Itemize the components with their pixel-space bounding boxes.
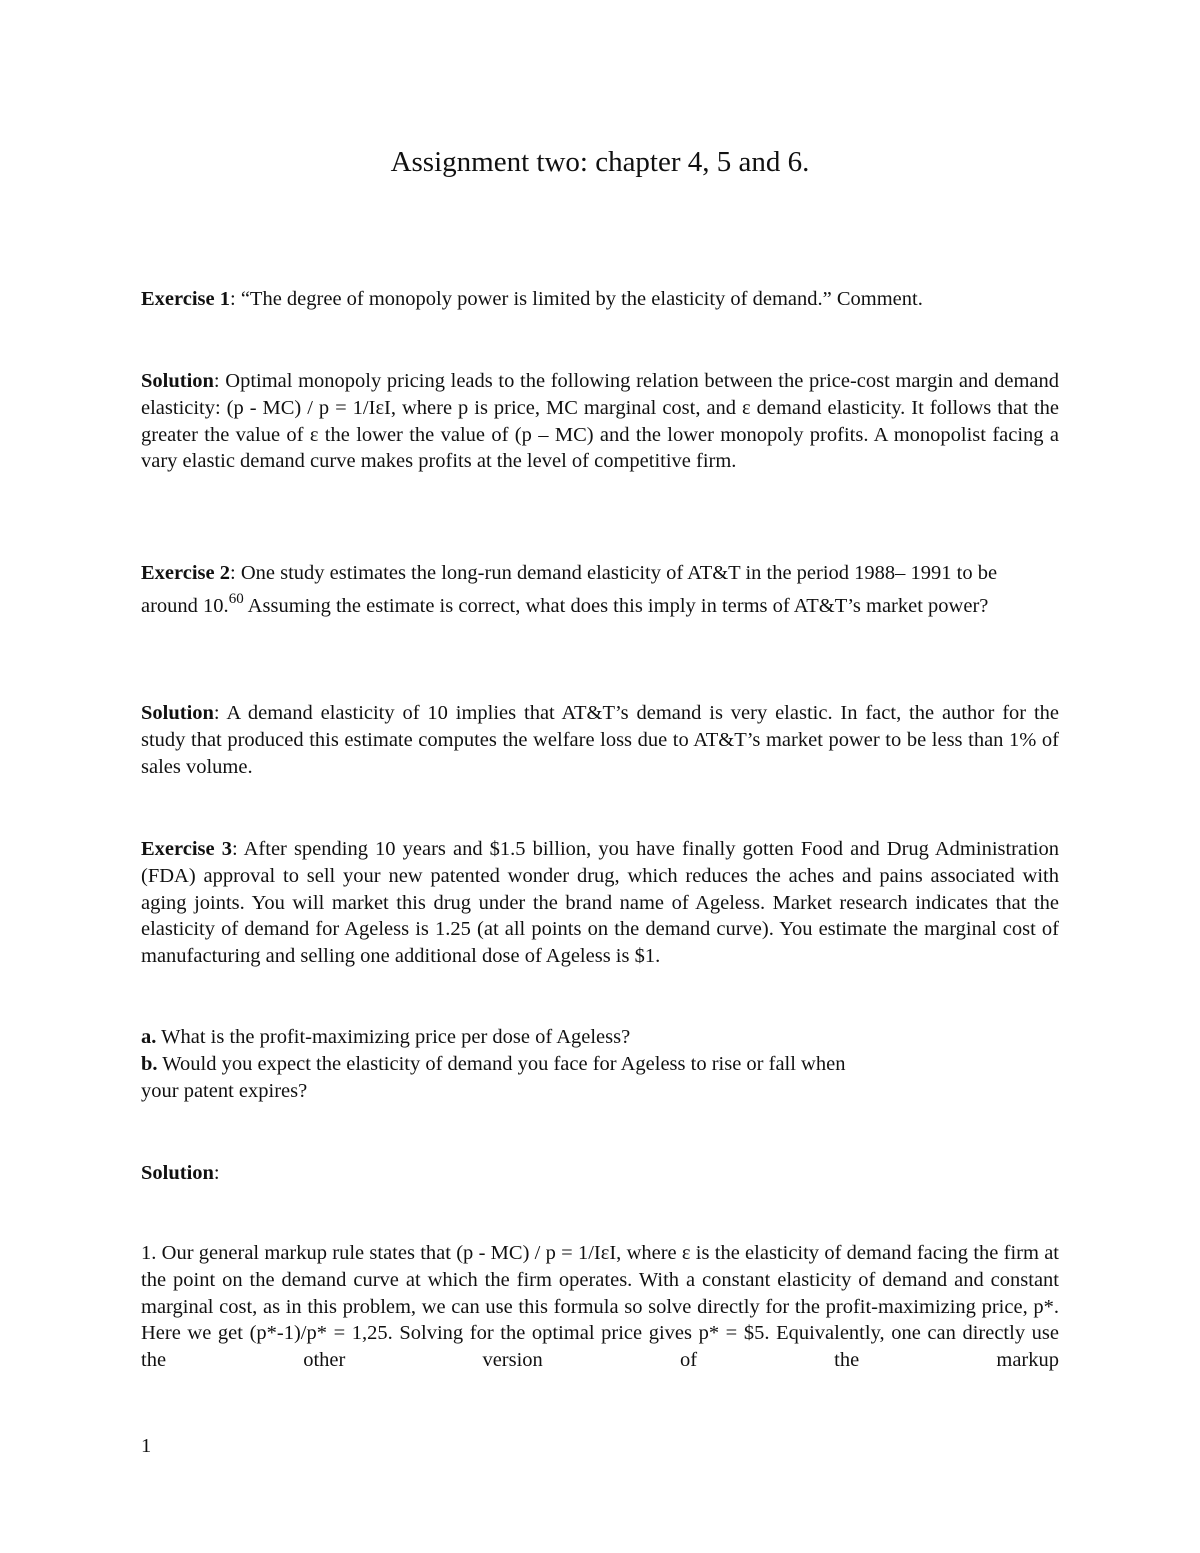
exercise-3-label: Exercise 3 bbox=[141, 838, 232, 860]
question-a-text: What is the profit-maximizing price per dose of Ageless? bbox=[156, 1026, 631, 1048]
question-b-line-1: Would you expect the elasticity of demand you face for Ageless to rise or fall when bbox=[157, 1052, 846, 1075]
solution-3-label: Solution bbox=[141, 1162, 214, 1184]
solution-3 bbox=[141, 1160, 1059, 1187]
exercise-2 bbox=[141, 557, 1059, 623]
solution-3-text: : bbox=[213, 1162, 220, 1184]
exercise-1 bbox=[141, 286, 1059, 313]
solution-1-label: Solution bbox=[141, 370, 214, 392]
solution-1 bbox=[141, 368, 1059, 475]
document-title: Assignment two: chapter 4, 5 and 6. bbox=[390, 146, 810, 178]
exercise-1-text: : “The degree of monopoly power is limited by the elasticity of demand.” Comment. bbox=[230, 288, 923, 310]
question-b bbox=[141, 1051, 1059, 1078]
questions bbox=[141, 1024, 1059, 1104]
exercise-3 bbox=[141, 836, 1059, 970]
question-a bbox=[141, 1024, 1059, 1051]
solution-1-text: : Optimal monopoly pricing leads to the following relation between the price-cost margin and demand elasticity: (p - MC) / p = 1/IεI, where p is price, MC marginal cost, and ε demand elasticity. It follows that the greater the value of ε the lower the value of (p – MC) and the lower monopoly profits. A monopolist facing a vary elastic demand curve makes profits at the level of competitive firm. bbox=[141, 370, 1059, 473]
exercise-3-text: : After spending 10 years and $1.5 billion, you have finally gotten Food and Drug Administration (FDA) approval to sell your new patented wonder drug, which reduces the aches and pains associated with aging joints. You will market this drug under the brand name of Ageless. Market research indicates that the elasticity of demand for Ageless is 1.25 (at all points on the demand curve). You estimate the marginal cost of manufacturing and selling one additional dose of Ageless is $1. bbox=[141, 838, 1060, 968]
question-a-label: a. bbox=[141, 1026, 157, 1048]
solution-2 bbox=[141, 700, 1059, 780]
footnote-marker: 60 bbox=[228, 591, 244, 607]
exercise-2-label: Exercise 2 bbox=[141, 562, 230, 584]
exercise-2-text-before: : One study estimates the long-run demand elasticity of AT&T in the period 1988– 1991 to be around 10. bbox=[141, 562, 998, 617]
solution-2-label: Solution bbox=[141, 702, 214, 724]
question-b-label: b. bbox=[141, 1052, 158, 1075]
exercise-2-text-after: Assuming the estimate is correct, what does this imply in terms of AT&T’s market power? bbox=[243, 595, 989, 617]
page-number: 1 bbox=[141, 1435, 152, 1457]
solution-2-text: : A demand elasticity of 10 implies that AT&T’s demand is very elastic. In fact, the author for the study that produced this estimate computes the welfare loss due to AT&T’s market power to be less than 1% of sales volume. bbox=[141, 702, 1059, 778]
answer-1-text: 1. Our general markup rule states that (p - MC) / p = 1/IεI, where ε is the elasticity of demand facing the firm at the point on the demand curve at which the firm operates. With a constant elasticity of demand and constant marginal cost, as in this problem, we can use this formula so solve directly for the profit-maximizing price, p*. Here we get (p*-1)/p* = 1,25. Solving for the optimal price gives p* = $5. Equivalently, one can directly use the other version of the markup bbox=[141, 1242, 1059, 1372]
exercise-1-label: Exercise 1 bbox=[141, 288, 230, 310]
answer-1 bbox=[141, 1240, 1059, 1374]
question-b-line-2: your patent expires? bbox=[141, 1079, 308, 1102]
